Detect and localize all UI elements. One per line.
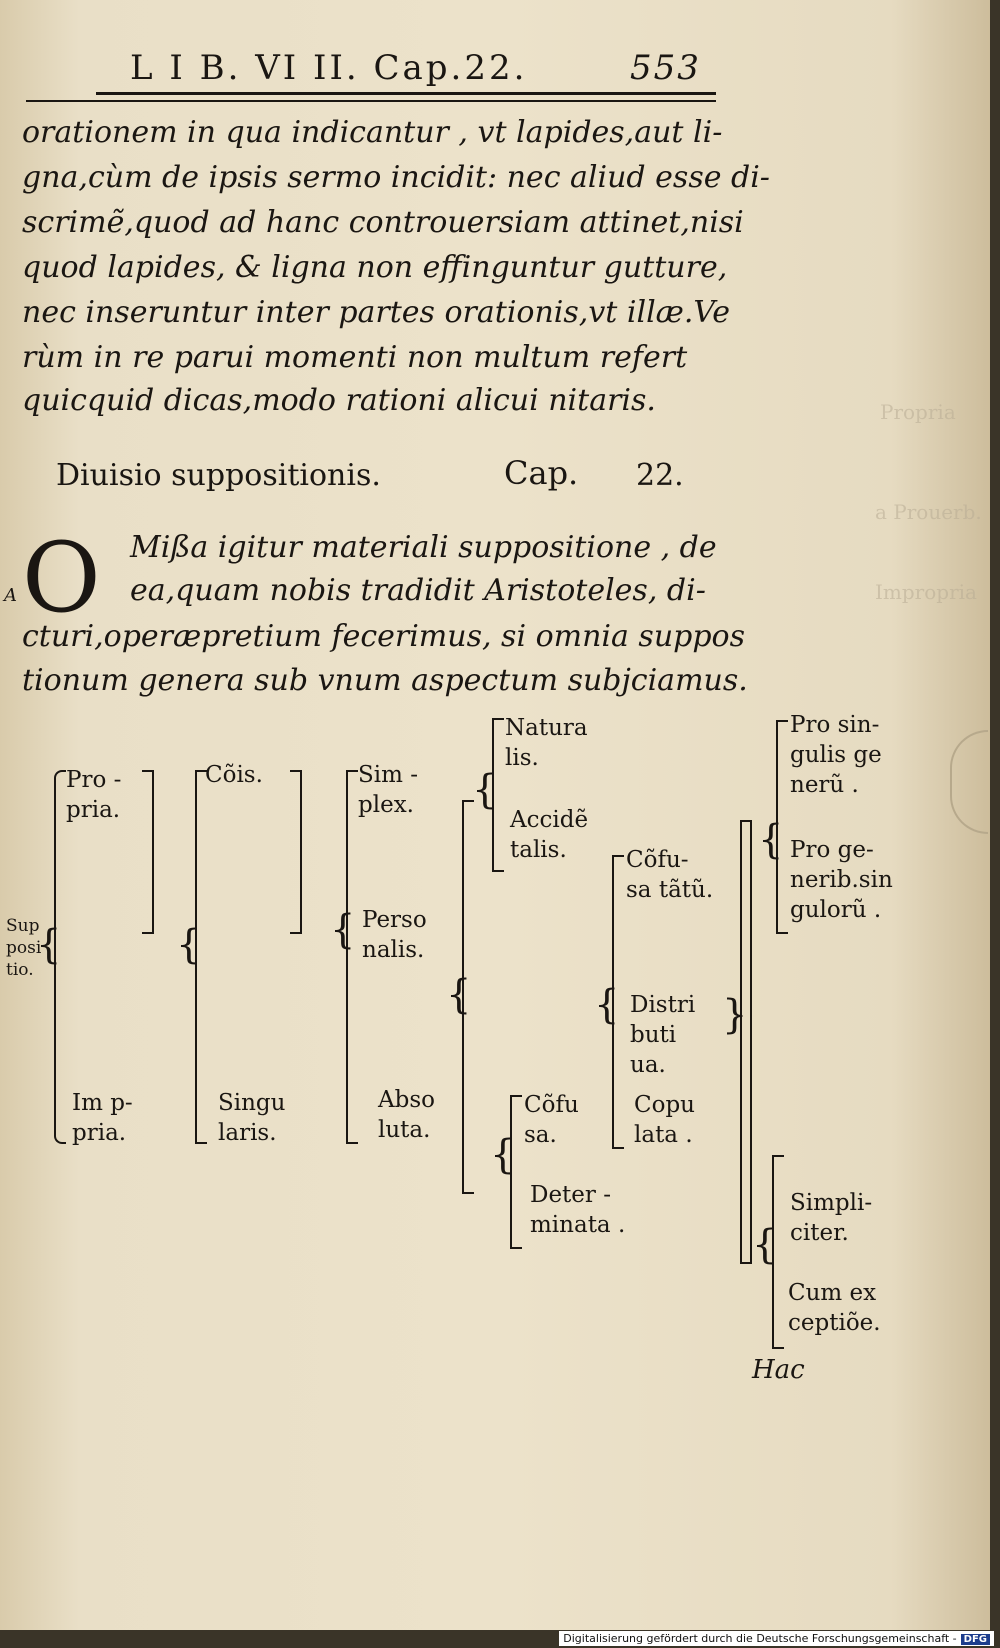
node-distributiua: Distri buti ua. <box>630 992 696 1078</box>
brace: { <box>446 972 472 1018</box>
margin-letter: A <box>4 585 17 606</box>
body-line: quicquid dicas,modo rationi alicui nitaris. <box>22 383 656 418</box>
chapter-heading <box>56 454 684 493</box>
intro-line: ea,quam nobis tradidit Aristoteles, di- <box>130 573 706 608</box>
brace: { <box>752 1222 778 1268</box>
brace: } <box>722 992 748 1038</box>
footer-credit <box>559 1631 994 1646</box>
body-line: gna,cùm de ipsis sermo incidit: nec aliud esse di- <box>22 160 770 195</box>
running-title: L I B. VI II. Cap.22. <box>130 48 528 88</box>
bracket <box>290 770 302 934</box>
node-confusa: Cõfu sa. <box>524 1092 579 1148</box>
node-simplex: Sim - plex. <box>358 762 419 818</box>
footer-text: Digitalisierung gefördert durch die Deutsche Forschungsgemeinschaft - <box>563 1632 957 1645</box>
brace: { <box>594 982 620 1028</box>
brace: { <box>472 767 498 813</box>
brace: { <box>490 1132 516 1178</box>
bracket <box>740 820 752 1264</box>
brace: { <box>758 817 784 863</box>
running-header <box>130 48 701 88</box>
brace: { <box>36 922 62 968</box>
chapter-title: Diuisio suppositionis. <box>56 458 381 493</box>
bleed-through: Propria <box>880 400 956 424</box>
node-accidentalis: Accidẽ talis. <box>510 807 589 863</box>
header-rule <box>96 92 716 95</box>
intro-line: cturi,operæpretium fecerimus, si omnia suppos <box>22 619 746 654</box>
bracket <box>54 770 66 1144</box>
body-line: orationem in qua indicantur , vt lapides,aut li- <box>22 115 723 150</box>
node-impropria: Im p- pria. <box>72 1090 133 1146</box>
catchword: Hac <box>752 1355 805 1385</box>
node-suppositio: Sup posi tio. <box>6 916 42 980</box>
node-pro-generibus: Pro ge- nerib.sin gulorũ . <box>790 837 893 923</box>
bracket <box>612 855 624 1149</box>
bracket <box>142 770 154 934</box>
bracket <box>510 1095 522 1249</box>
node-absoluta: Abso luta. <box>378 1087 435 1143</box>
header-rule <box>26 100 716 102</box>
node-simpliciter: Simpli- citer. <box>790 1190 873 1246</box>
brace: { <box>176 922 202 968</box>
node-naturalis: Natura lis. <box>505 715 588 771</box>
drop-initial: O <box>22 522 101 634</box>
bracket <box>772 1155 784 1349</box>
chapter-number: 22. <box>636 458 684 493</box>
bracket <box>776 720 788 934</box>
body-line: quod lapides, & ligna non effinguntur gutture, <box>22 250 728 285</box>
node-cum-exceptione: Cum ex ceptiõe. <box>788 1280 881 1336</box>
node-cois: Cõis. <box>205 762 263 788</box>
node-determinata: Deter - minata . <box>530 1182 626 1238</box>
node-copulata: Copu lata . <box>634 1092 695 1148</box>
page-number: 553 <box>630 48 701 88</box>
bleed-through: Impropria <box>875 580 977 604</box>
dfg-logo: DFG <box>961 1634 990 1645</box>
chapter-cap: Cap. <box>504 454 579 492</box>
bleed-through: a Prouerb. <box>875 500 982 524</box>
bracket <box>492 718 504 872</box>
body-line: scrimẽ,quod ad hanc controuersiam attinet,nisi <box>22 205 744 240</box>
body-line: nec inseruntur inter partes orationis,vt illæ.Ve <box>22 295 731 330</box>
intro-line: tionum genera sub vnum aspectum subjciamus. <box>22 663 748 698</box>
bracket <box>195 770 207 1144</box>
node-personalis: Perso nalis. <box>362 907 427 963</box>
intro-line: Mißa igitur materiali suppositione , de <box>130 530 717 565</box>
bracket <box>346 770 358 1144</box>
page-tab <box>950 730 988 834</box>
node-propria: Pro - pria. <box>66 767 122 823</box>
node-pro-singulis: Pro sin- gulis ge nerũ . <box>790 712 882 798</box>
brace: { <box>330 907 356 953</box>
node-singularis: Singu laris. <box>218 1090 286 1146</box>
body-line: rùm in re parui momenti non multum refert <box>22 340 688 375</box>
node-confusa-tantum: Cõfu- sa tãtũ. <box>626 847 714 903</box>
